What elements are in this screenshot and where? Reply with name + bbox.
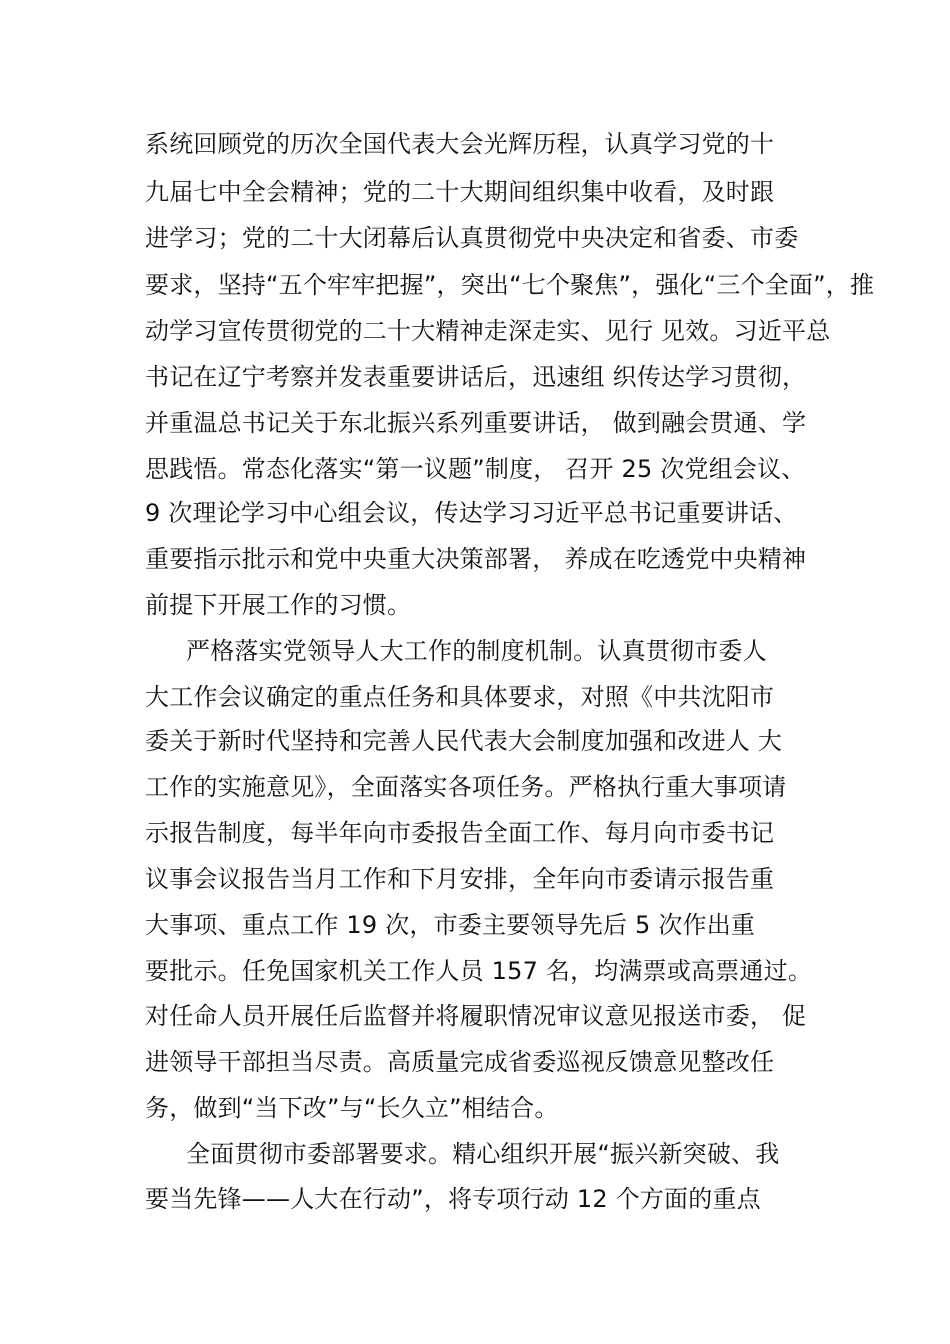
text-line: 重要指示批示和党中央重大决策部署， 养成在吃透党中央精神 [145, 545, 807, 573]
text-line: 要求，坚持“五个牢牢把握”，突出“七个聚焦”，强化“三个全面”，推 [145, 271, 875, 299]
text-line: 对任命人员开展任后监督并将履职情况审议意见报送市委， 促 [145, 1002, 807, 1030]
text-line: 示报告制度，每半年向市委报告全面工作、每月向市委书记 [145, 819, 775, 847]
text-line: 大工作会议确定的重点任务和具体要求，对照《中共沈阳市 [145, 683, 775, 711]
text-line: 要当先锋——人大在行动”，将专项行动 12 个方面的重点 [145, 1185, 761, 1213]
text-line: 书记在辽宁考察并发表重要讲话后，迅速组 织传达学习贯彻， [145, 363, 807, 391]
text-line: 9 次理论学习中心组会议，传达学习习近平总书记重要讲话、 [145, 499, 798, 527]
text-line: 委关于新时代坚持和完善人民代表大会制度加强和改进人 大 [145, 727, 783, 755]
paragraph-heading-line: 全面贯彻市委部署要求。精心组织开展“振兴新突破、我 [186, 1140, 780, 1168]
text-line: 大事项、重点工作 19 次，市委主要领导先后 5 次作出重 [145, 911, 756, 939]
text-line: 议事会议报告当月工作和下月安排，全年向市委请示报告重 [145, 865, 775, 893]
text-line: 九届七中全会精神；党的二十大期间组织集中收看，及时跟 [145, 178, 775, 206]
text-line: 并重温总书记关于东北振兴系列重要讲话， 做到融会贯通、学 [145, 409, 807, 437]
text-line: 系统回顾党的历次全国代表大会光辉历程，认真学习党的十 [145, 130, 775, 158]
text-line: 思践悟。常态化落实“第一议题”制度， 召开 25 次党组会议、 [145, 455, 806, 483]
text-line: 要批示。任免国家机关工作人员 157 名，均满票或高票通过。 [145, 957, 813, 985]
text-line: 工作的实施意见》，全面落实各项任务。严格执行重大事项请 [145, 773, 787, 801]
text-line: 进学习；党的二十大闭幕后认真贯彻党中央决定和省委、市委 [145, 224, 799, 252]
text-line: 进领导干部担当尽责。高质量完成省委巡视反馈意见整改任 [145, 1048, 775, 1076]
text-line: 务，做到“当下改”与“长久立”相结合。 [145, 1094, 559, 1122]
paragraph-heading-line: 严格落实党领导人大工作的制度机制。认真贯彻市委人 [186, 637, 767, 665]
text-line: 动学习宣传贯彻党的二十大精神走深走实、见行 见效。习近平总 [145, 317, 831, 345]
text-line: 前提下开展工作的习惯。 [145, 591, 412, 619]
